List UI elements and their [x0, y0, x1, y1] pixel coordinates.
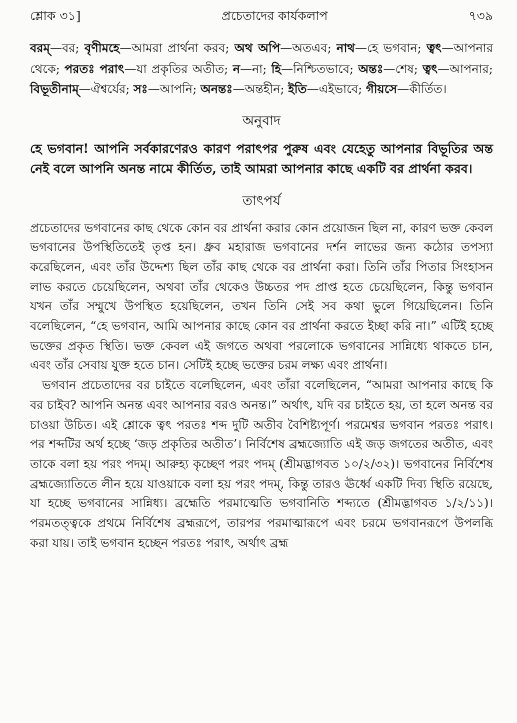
- glossary-term: বৃণীমহে: [84, 41, 120, 55]
- glossary-term: অনন্তঃ: [200, 82, 233, 96]
- glossary-term: পরতঃ পরাৎ: [64, 61, 125, 76]
- glossary-term: বরম্: [30, 41, 50, 55]
- page-number: ৭৩৯: [468, 8, 493, 23]
- glossary-term: ন: [232, 61, 241, 76]
- glossary-term: বিভূতীনাম্: [30, 82, 79, 96]
- glossary-meaning: না;: [252, 61, 267, 76]
- glossary-meaning: নিশ্চিতভাবে;: [293, 61, 354, 76]
- glossary-term: হি: [271, 61, 282, 76]
- translation-heading: অনুবাদ: [242, 112, 281, 129]
- running-header: [30, 8, 493, 32]
- glossary-meaning: আমরা প্রার্থনা করব;: [131, 41, 230, 55]
- glossary-term: অথ অপি: [234, 41, 281, 55]
- glossary-meaning: যা প্রকৃতির অতীত;: [136, 61, 229, 76]
- glossary-meaning: হে ভগবান;: [366, 41, 422, 55]
- chapter-title: প্রচেতাদের কার্যকলাপ: [221, 8, 328, 23]
- glossary-meaning: কীর্তিত।: [409, 82, 447, 96]
- glossary-term: গীয়সে: [365, 82, 398, 96]
- purport-paragraph: ভগবান প্রচেতাদের বর চাইতে বলেছিলেন, এবং তাঁরা বলেছিলেন, “আমরা আপনার কাছে কি বর চাইব? আপনি অনন্ত এবং আপনার বরও অনন্ত।” অর্থাৎ, যদি বর চাইতে হয়, তা হলে অনন্ত বর চাওয়া উচিত। এই শ্লোকে ত্বৎ পরতঃ শব্দ দুটি অতীব বৈশিষ্ট্যপূর্ণ। পরমেশ্বর ভগবান পরতঃ পরাৎ। পর শব্দটির অর্থ হচ্ছে ‘জড় প্রকৃতির অতীত’। নির্বিশেষ ব্রহ্মজ্যোতি এই জড় জগতের অতীত, এবং তাকে বলা হয় পরং পদম্। আরুহ্য কৃচ্ছেণ পরং পদম্ (শ্রীমদ্ভাগবত ১০/২/৩২)। ভগবানের নির্বিশেষ ব্রহ্মজ্যোতিতে লীন হয়ে যাওয়াকে বলা হয় পরং পদম্, কিন্তু তারও ঊর্ধ্বে একটি দিব্য স্থিতি রয়েছে, যা হচ্ছে ভগবানের সান্নিধ্য। ব্রহ্মেতি পরমাত্মেতি ভগবানিতি শব্দ্যতে (শ্রীমদ্ভাগবত ১/২/১১)। পরমতত্ত্বকে প্রথমে নির্বিশেষ ব্রহ্মরূপে, তারপর পরমাত্মারূপে এবং চরমে ভগবানরূপে উপলব্ধি করা যায়। তাই ভগবান হচ্ছেন পরতঃ পরাৎ, অর্থাৎ ব্রহ্ম: [30, 378, 493, 550]
- glossary-meaning: আপনার থেকে;: [30, 41, 493, 76]
- glossary-meaning: শেষ;: [395, 61, 418, 76]
- glossary-term: নাথ: [336, 41, 355, 55]
- glossary-meaning: বর;: [61, 41, 80, 55]
- purport-body: [30, 219, 493, 554]
- glossary-meaning: আপনি;: [159, 82, 197, 96]
- verse-reference: শ্লোক ৩১]: [30, 8, 81, 23]
- glossary-meaning: অন্তহীন;: [244, 82, 285, 96]
- glossary-meaning: অতএব;: [292, 41, 332, 55]
- glossary-term: ত্বৎ: [426, 41, 442, 55]
- glossary-meaning: এইভাবে;: [318, 82, 363, 96]
- glossary-term: ইতি: [288, 82, 307, 96]
- glossary-term: সঃ: [133, 82, 148, 96]
- glossary-meaning: ঐশ্বর্যের;: [90, 82, 130, 96]
- word-for-word-glossary: বরম্—বর; বৃণীমহে—আমরা প্রার্থনা করব; অথ অপি—অতএব; নাথ—হে ভগবান; ত্বৎ—আপনার থেকে; পরতঃ পরাৎ—যা প্রকৃতির অতীত; ন—না; হি—নিশ্চিতভাবে; অন্তঃ—শেষ; ত্বৎ—আপনার; বিভূতীনাম্—ঐশ্বর্যের; সঃ—আপনি; অনন্তঃ—অন্তহীন; ইতি—এইভাবে; গীয়সে—কীর্তিত।: [30, 41, 493, 96]
- translation-text: হে ভগবান! আপনি সর্বকারণেরও কারণ পরাৎপর পুরুষ এবং যেহেতু আপনার বিভূতির অন্ত নেই বলে আপনি অনন্ত নামে কীর্তিত, তাই আমরা আপনার কাছে একটি বর প্রার্থনা করব।: [30, 140, 493, 176]
- glossary-meaning: আপনার;: [449, 61, 493, 76]
- purport-paragraph: প্রচেতাদের ভগবানের কাছ থেকে কোন বর প্রার্থনা করার কোন প্রয়োজন ছিল না, কারণ ভক্ত কেবল ভগবানের উপস্থিতিতেই তৃপ্ত হন। ধ্রুব মহারাজ ভগবানের দর্শন লাভের জন্য কঠোর তপস্যা করেছিলেন, এবং তাঁর উদ্দেশ্য ছিল তাঁর কাছ থেকে বর প্রার্থনা করা। তিনি তাঁর পিতার সিংহাসন লাভ করতে চেয়েছিলেন, অথবা তাঁর থেকেও উচ্চতর পদ প্রাপ্ত হতে চেয়েছিলেন, কিন্তু ভগবান যখন তাঁর সম্মুখে উপস্থিত হয়েছিলেন, তখন তিনি সেই সব কথা ভুলে গিয়েছিলেন। তিনি বলেছিলেন, “হে ভগবান, আমি আপনার কাছে কোন বর প্রার্থনা করতে ইচ্ছা করি না।” এটিই হচ্ছে ভক্তের প্রকৃত স্থিতি। ভক্ত কেবল এই জগতে অথবা পরলোকে ভগবানের সান্নিধ্যে থাকতে চান, এবং তাঁর সেবায় যুক্ত হতে চান। সেটিই হচ্ছে ভক্তের চরম লক্ষ্য এবং প্রার্থনা।: [30, 220, 493, 373]
- glossary-term: অন্তঃ: [358, 61, 384, 76]
- purport-heading: তাৎপর্য: [242, 192, 281, 209]
- glossary-term: ত্বৎ: [422, 61, 438, 76]
